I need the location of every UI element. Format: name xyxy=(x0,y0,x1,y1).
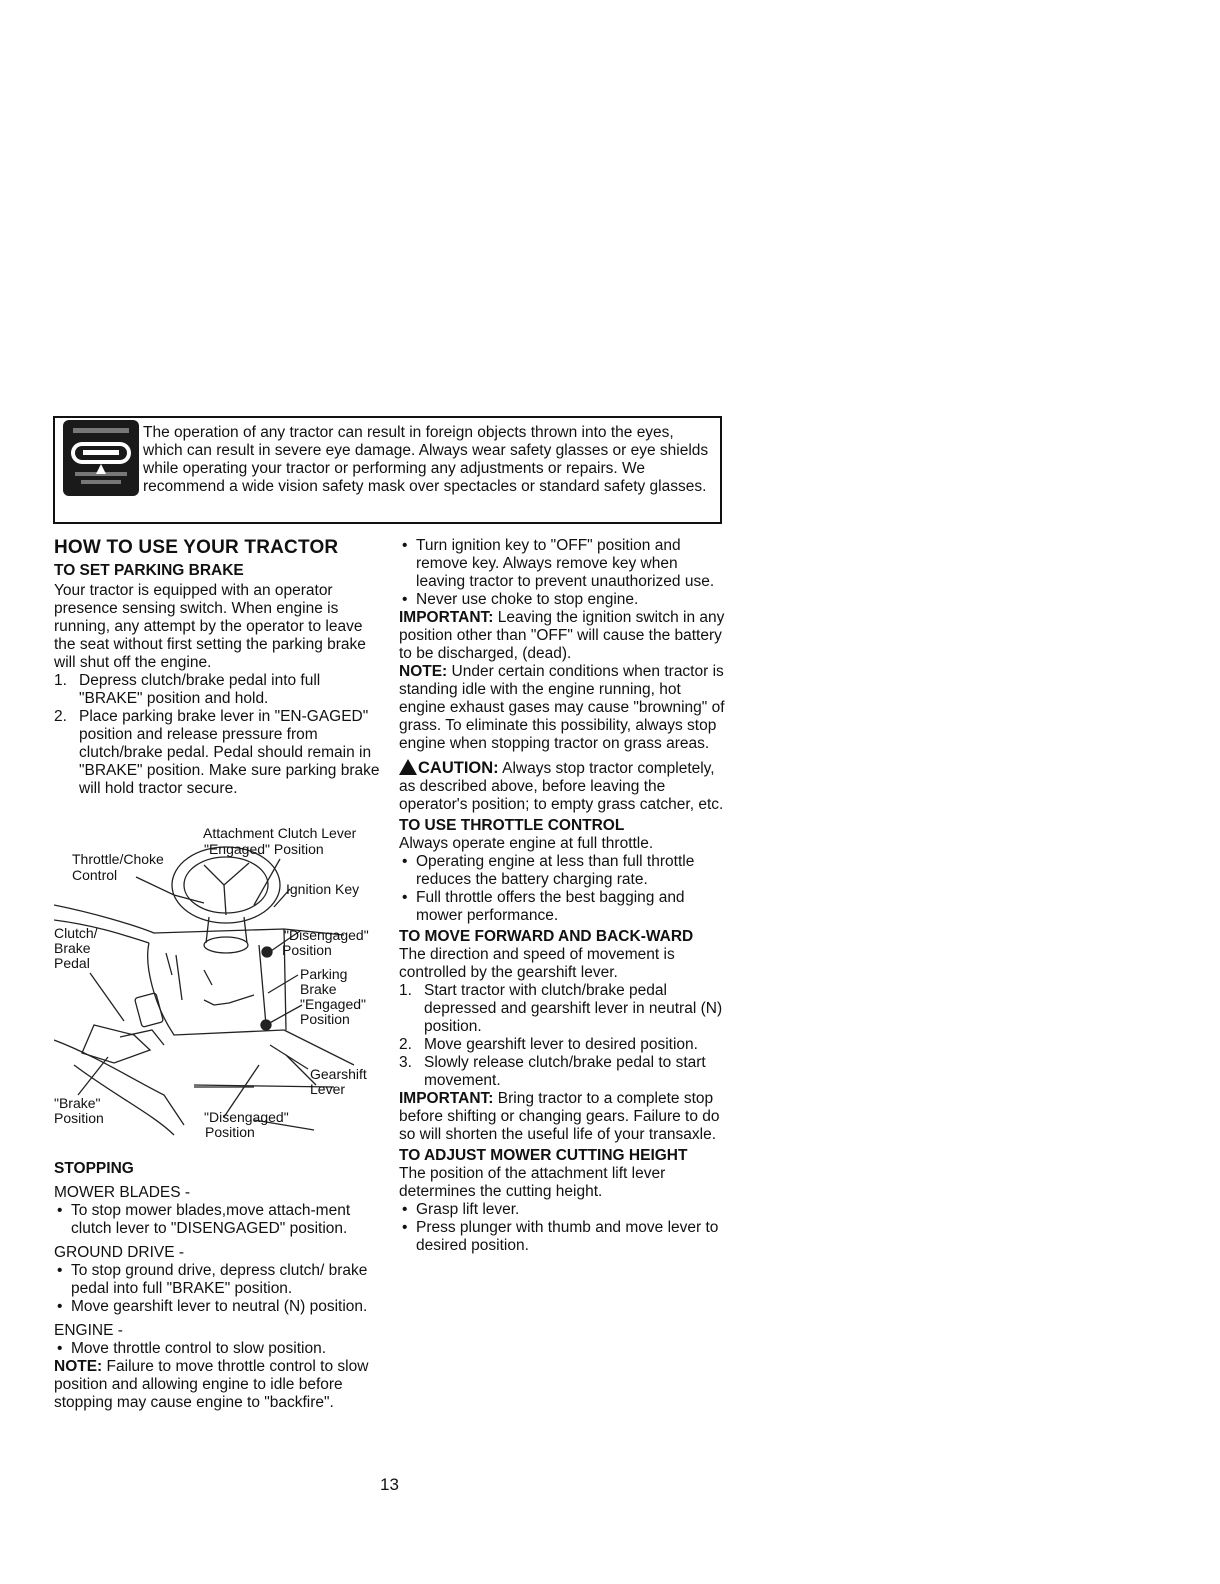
list-item: • Never use choke to stop engine. xyxy=(399,591,727,609)
label-clutch: Clutch/ xyxy=(54,925,98,941)
list-item: 1. Depress clutch/brake pedal into full "BRAKE" position and hold. xyxy=(54,672,321,707)
cutting-intro: The position of the attachment lift lever determines the cutting height. xyxy=(399,1165,666,1200)
label-throttle-choke: Throttle/Choke xyxy=(72,851,164,867)
throttle-list xyxy=(399,853,727,925)
label-parking: Parking xyxy=(300,966,348,982)
ignition-list xyxy=(399,537,727,609)
tractor-controls-diagram xyxy=(54,825,384,1145)
cutting-list xyxy=(399,1201,727,1255)
label-disengaged: "Disengaged" xyxy=(284,927,369,943)
heading-move-forward-backward: TO MOVE FORWARD AND BACK-WARD xyxy=(399,928,694,945)
mower-blades-list xyxy=(54,1202,384,1238)
label-brake-2: Brake xyxy=(300,981,337,997)
list-item: • Move throttle control to slow position. xyxy=(54,1340,384,1358)
safety-glasses-badge-icon xyxy=(63,420,139,496)
right-column xyxy=(399,537,727,1255)
heading-engine: ENGINE - xyxy=(54,1322,123,1339)
label-engaged-2: "Engaged" xyxy=(300,996,366,1012)
caution-note: CAUTION: Always stop tractor completely, as described above, before leaving the operator's position; to empty grass catcher, etc. xyxy=(399,759,724,813)
heading-stopping: STOPPING xyxy=(54,1160,134,1177)
page-number: 13 xyxy=(380,1475,399,1494)
ground-drive-list xyxy=(54,1262,384,1316)
heading-cutting-height: TO ADJUST MOWER CUTTING HEIGHT xyxy=(399,1147,688,1164)
label-pedal: Pedal xyxy=(54,955,90,971)
label-control: Control xyxy=(72,867,118,883)
important-ignition-note: IMPORTANT: Leaving the ignition switch in any position other than "OFF" will cause the battery to be discharged, (dead). xyxy=(399,609,725,662)
label-engaged-position: "Engaged" Position xyxy=(204,841,324,857)
list-item: • Move gearshift lever to neutral (N) position. xyxy=(54,1298,384,1316)
parking-intro: Your tractor is equipped with an operator presence sensing switch. When engine is running, any attempt by the operator to leave the seat without first setting the parking brake will shut off the engine. xyxy=(54,582,366,671)
list-item: • Operating engine at less than full throttle reduces the battery charging rate. xyxy=(399,853,727,889)
list-item: • To stop mower blades,move attach-ment clutch lever to "DISENGAGED" position. xyxy=(54,1202,384,1238)
label-gearshift: Gearshift xyxy=(310,1066,367,1082)
parking-steps xyxy=(54,672,384,798)
label-position-2: Position xyxy=(300,1011,350,1027)
move-steps xyxy=(399,982,727,1090)
label-position: Position xyxy=(282,942,332,958)
label-brake-position: "Brake" xyxy=(54,1095,101,1111)
engine-note: NOTE: Failure to move throttle control to slow position and allowing engine to idle before stopping may cause engine to "backfire". xyxy=(54,1358,369,1411)
list-item: • To stop ground drive, depress clutch/ brake pedal into full "BRAKE" position. xyxy=(54,1262,384,1298)
list-item: • Turn ignition key to "OFF" position and remove key. Always remove key when leaving tractor to prevent unauthorized use. xyxy=(399,537,727,591)
list-item: 2. Move gearshift lever to desired position. xyxy=(399,1036,698,1053)
list-item: • Grasp lift lever. xyxy=(399,1201,727,1219)
heading-mower-blades: MOWER BLADES - xyxy=(54,1184,191,1201)
label-position-4: Position xyxy=(205,1124,255,1140)
move-intro: The direction and speed of movement is controlled by the gearshift lever. xyxy=(399,946,675,981)
label-disengaged-2: "Disengaged" xyxy=(204,1109,289,1125)
warning-triangle-icon xyxy=(399,759,417,775)
stopping-section xyxy=(54,1157,384,1412)
browning-note: NOTE: Under certain conditions when tractor is standing idle with the engine running, hot engine exhaust gases may cause "browning" of grass. To eliminate this possibility, always stop engine when stopping tractor on grass areas. xyxy=(399,663,725,752)
label-position-3: Position xyxy=(54,1110,104,1126)
warning-text: The operation of any tractor can result in foreign objects thrown into the eyes, which can result in severe eye damage. Always wear safety glasses or eye shields while operating your tractor or performing any adjustments or repairs. We recommend a wide vision safety mask over spectacles or standard safety glasses. xyxy=(143,424,709,495)
list-item: 1. Start tractor with clutch/brake pedal depressed and gearshift lever in neutral (N) position. xyxy=(399,982,723,1035)
list-item: 3. Slowly release clutch/brake pedal to start movement. xyxy=(399,1054,706,1089)
left-column xyxy=(54,537,384,798)
heading-ground-drive: GROUND DRIVE - xyxy=(54,1244,185,1261)
section-heading-how-to-use: HOW TO USE YOUR TRACTOR xyxy=(54,537,339,558)
heading-throttle-control: TO USE THROTTLE CONTROL xyxy=(399,817,625,834)
heading-set-parking-brake: TO SET PARKING BRAKE xyxy=(54,562,244,579)
throttle-intro: Always operate engine at full throttle. xyxy=(399,835,654,852)
important-gears-note: IMPORTANT: Bring tractor to a complete stop before shifting or changing gears. Failure to do so will shorten the useful life of your transaxle. xyxy=(399,1090,720,1143)
label-brake: Brake xyxy=(54,940,91,956)
list-item: • Press plunger with thumb and move lever to desired position. xyxy=(399,1219,727,1255)
label-lever: Lever xyxy=(310,1081,346,1097)
label-ignition-key: Ignition Key xyxy=(286,881,360,897)
list-item: • Full throttle offers the best bagging and mower performance. xyxy=(399,889,727,925)
engine-list xyxy=(54,1340,384,1358)
list-item: 2. Place parking brake lever in "EN-GAGED" position and release pressure from clutch/brake pedal. Pedal should remain in "BRAKE" position. Make sure parking brake will hold tractor secure. xyxy=(54,708,380,797)
label-attachment-clutch-lever: Attachment Clutch Lever xyxy=(203,825,357,841)
